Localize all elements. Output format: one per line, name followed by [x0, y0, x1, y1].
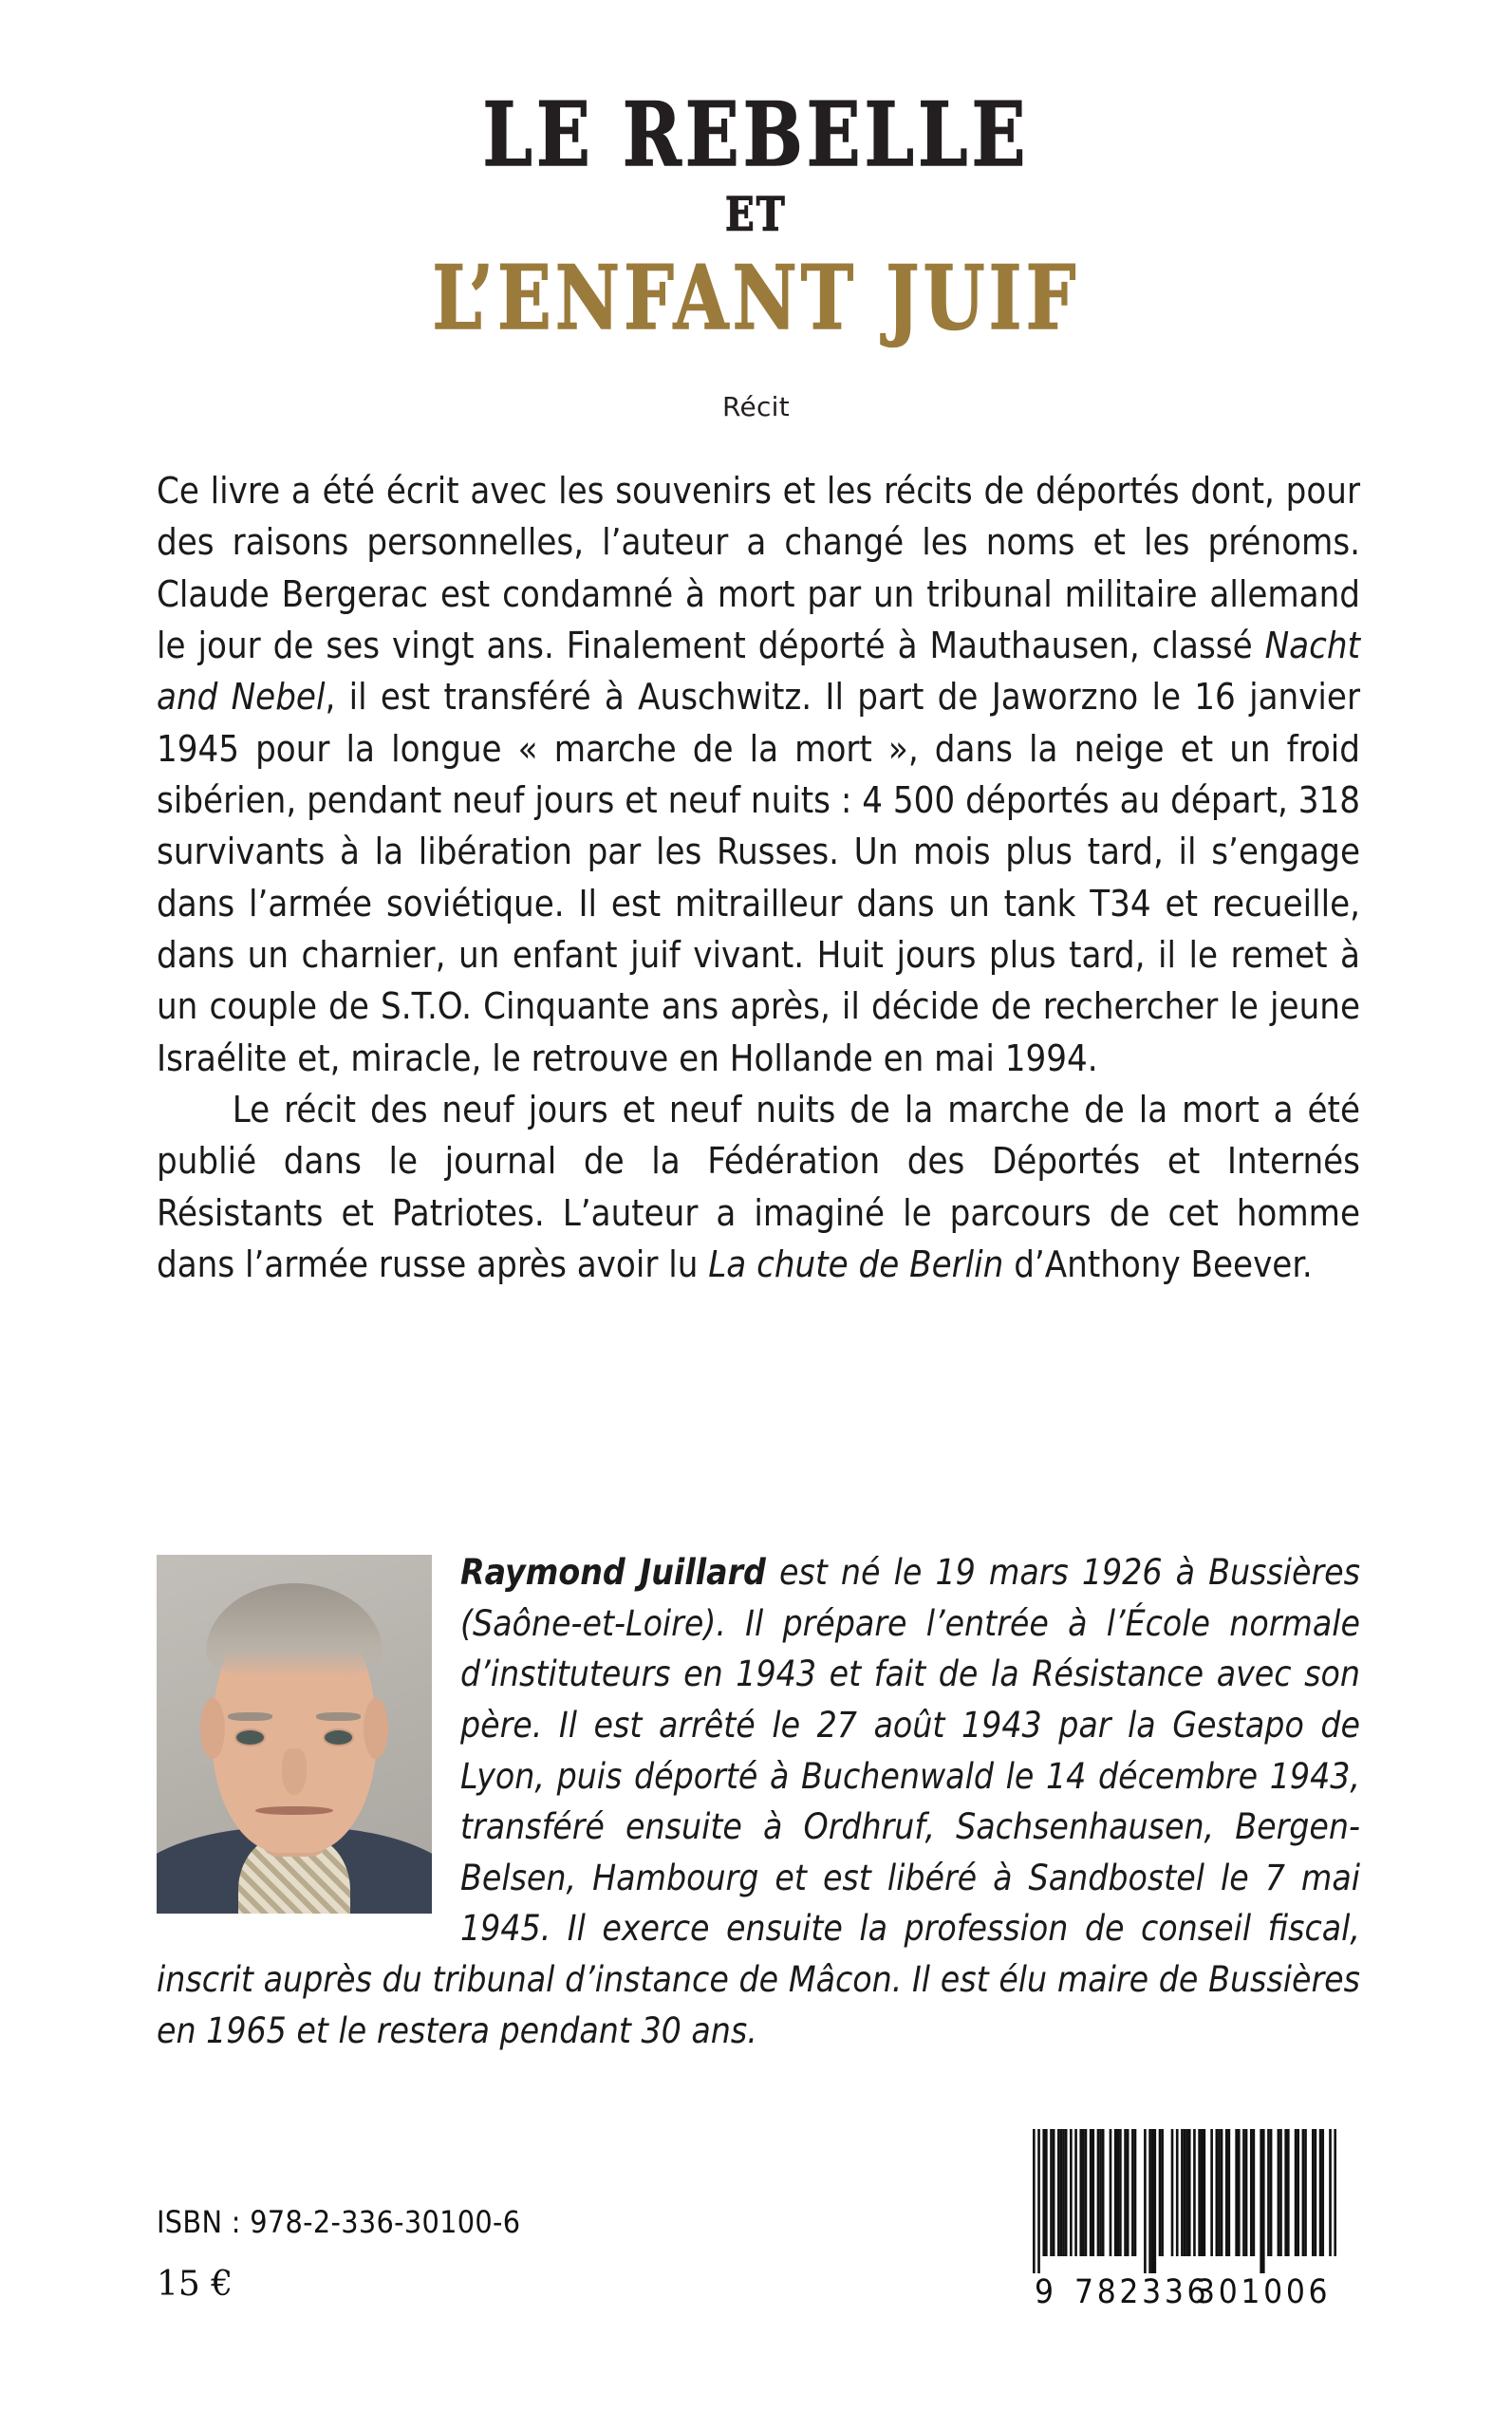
book-title-secondary: L’ENFANT JUIF	[432, 246, 1080, 350]
blurb-paragraph-2	[157, 1084, 1360, 1290]
author-portrait-photo	[157, 1555, 432, 1914]
book-title-conjunction: ET	[725, 187, 787, 242]
author-bio	[157, 1547, 1360, 2056]
blurb-p1-text-a: Ce livre a été écrit avec les souvenirs et les récits de déportés dont, pour des raisons personnelles, l’auteur a changé les noms et les prénoms. Claude Bergerac est condamné à mort par un tribunal militaire allemand le jour de ses vingt ans. Finalement déporté à Mauthausen, classé	[157, 470, 1360, 666]
author-bio-text: est né le 19 mars 1926 à Bussières (Saône-et-Loire). Il prépare l’entrée à l’École normale d’instituteurs en 1943 et fait de la Résistance avec son père. Il est arrêté le 27 août 1943 par la Gestapo de Lyon, puis déporté à Buchenwald le 14 décembre 1943, transféré ensuite à Ordhruf, Sachsenhausen, Bergen-Belsen, Hambourg et est libéré à Sandbostel le 7 mai 1945. Il exerce ensuite la profession de conseil fiscal, inscrit auprès du tribunal d’instance de Mâcon. Il est élu maire de Bussières en 1965 et le restera pendant 30 ans.	[157, 1552, 1360, 2051]
book-blurb	[157, 465, 1360, 1290]
barcode-left-group: 782336	[1074, 2273, 1210, 2311]
barcode-digits	[1033, 2273, 1336, 2311]
portrait-eyebrow-left	[228, 1712, 271, 1721]
barcode-bars	[1033, 2129, 1336, 2273]
barcode	[1033, 2129, 1336, 2311]
blurb-p2-italic-title: La chute de Berlin	[708, 1242, 1004, 1285]
author-name: Raymond Juillard	[460, 1552, 766, 1593]
title-block	[0, 83, 1512, 350]
barcode-lead-digit: 9	[1035, 2273, 1055, 2311]
isbn-text: ISBN : 978-2-336-30100-6	[157, 2204, 521, 2240]
price-text: 15 €	[157, 2265, 233, 2304]
barcode-right-group: 301006	[1196, 2273, 1332, 2311]
book-title-primary: LE REBELLE	[482, 83, 1030, 187]
blurb-paragraph-1	[157, 465, 1360, 1084]
blurb-p1-italic-title: Nacht and Nebel	[157, 624, 1360, 719]
book-genre-label: Récit	[722, 391, 790, 422]
portrait-ear-right	[364, 1698, 388, 1759]
blurb-p1-text-b: , il est transféré à Auschwitz. Il part de Jaworzno le 16 janvier 1945 pour la longue « marche de la mort », dans la neige et un froid sibérien, pendant neuf jours et neuf nuits : 4 500 déportés au départ, 318 survivants à la libération par les Russes. Un mois plus tard, il s’engage dans l’armée soviétique. Il est mitrailleur dans un tank T34 et recueille, dans un charnier, un enfant juif vivant. Huit jours plus tard, il le remet à un couple de S.T.O. Cinquante ans après, il décide de rechercher le jeune Israélite et, miracle, le retrouve en Hollande en mai 1994.	[157, 676, 1361, 1079]
portrait-nose	[282, 1748, 307, 1795]
portrait-eyebrow-right	[316, 1712, 360, 1721]
blurb-p2-text-b: d’Anthony Beever.	[1003, 1242, 1313, 1285]
blurb-p2-text-a: Le récit des neuf jours et neuf nuits de la marche de la mort a été publié dans le journal de la Fédération des Déportés et Internés Résistants et Patriotes. L’auteur a imaginé le parcours de cet homme dans l’armée russe après avoir lu	[157, 1088, 1360, 1285]
